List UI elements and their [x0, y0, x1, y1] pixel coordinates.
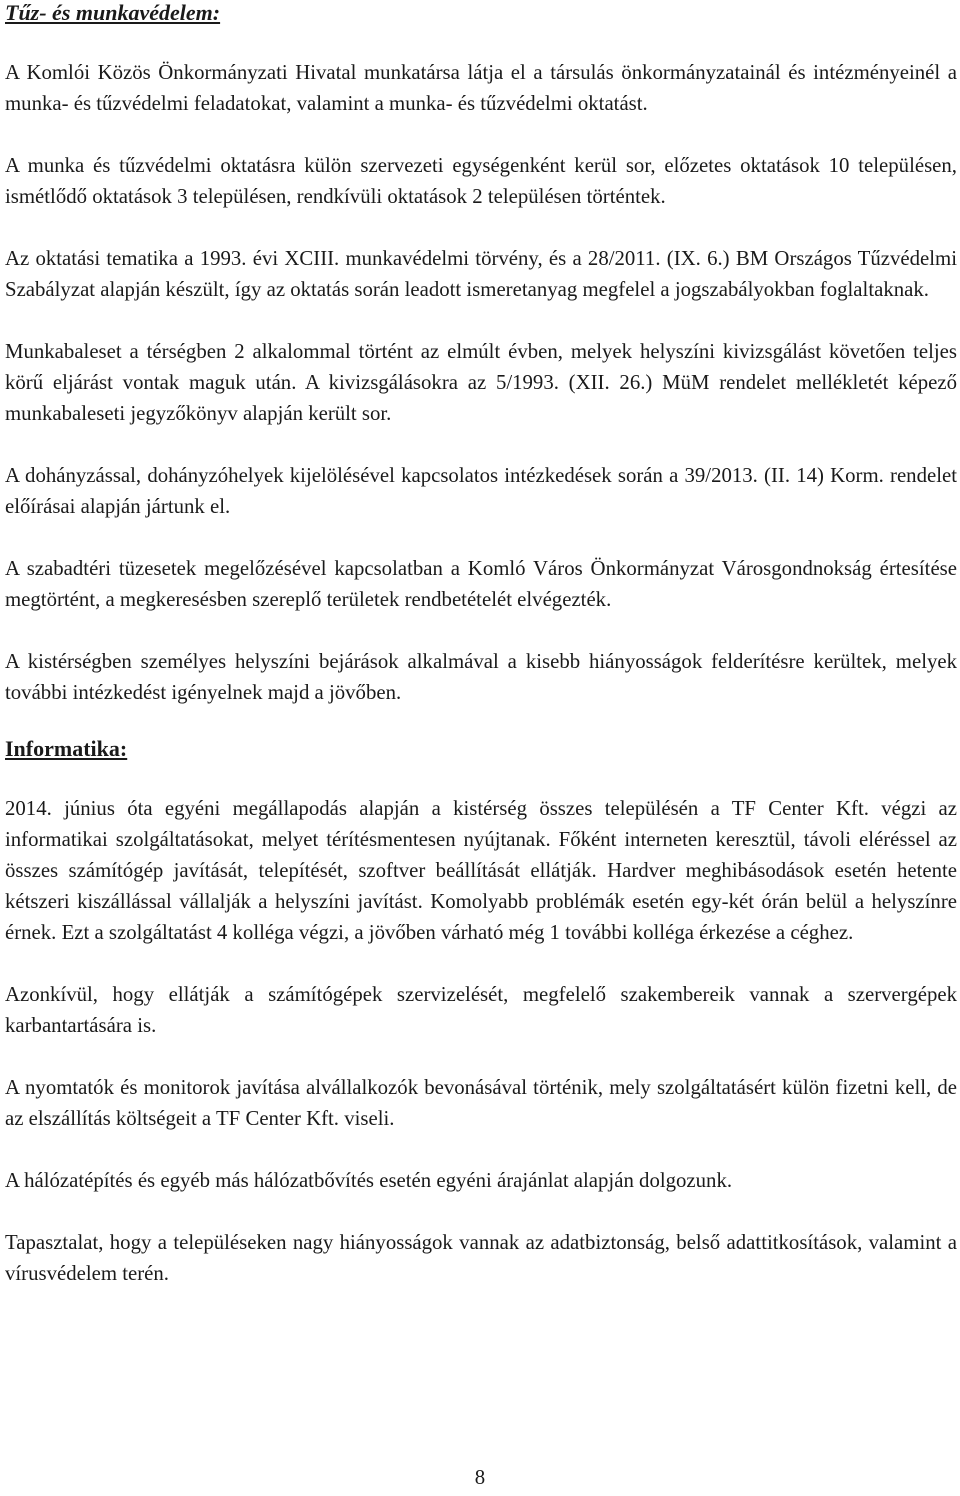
paragraph-it-4: A hálózatépítés és egyéb más hálózatbővítés esetén egyéni árajánlat alapján dolgozunk. [5, 1169, 733, 1192]
paragraph-fire-6: A szabadtéri tüzesetek megelőzésével kapcsolatban a Komló Város Önkormányzat Városgondnokság értesítése megtörtént, a megkeresésben szereplő területek rendbetételét elvégezték. [5, 557, 957, 611]
document-page [5, 0, 957, 1289]
section-heading-it: Informatika: [5, 736, 128, 761]
paragraph-fire-1: A Komlói Közös Önkormányzati Hivatal munkatársa látja el a társulás önkormányzatainál és intézményeinél a munka- és tűzvédelmi feladatokat, valamint a munka- és tűzvédelmi oktatást. [5, 61, 957, 115]
paragraph-fire-2: A munka és tűzvédelmi oktatásra külön szervezeti egységenként kerül sor, előzetes oktatások 10 településen, ismétlődő oktatások 3 településen, rendkívüli oktatások 2 településen történtek. [5, 154, 957, 208]
paragraph-it-5: Tapasztalat, hogy a településeken nagy hiányosságok vannak az adatbiztonság, belső adattitkosítások, valamint a vírusvédelem terén. [5, 1231, 957, 1285]
paragraph-fire-4: Munkabaleset a térségben 2 alkalommal történt az elmúlt évben, melyek helyszíni kivizsgálást követően teljes körű eljárást vontak maguk után. A kivizsgálásokra az 5/1993. (XII. 26.) MüM rendelet mellékletét képező munkabaleseti jegyzőkönyv alapján került sor. [5, 340, 957, 425]
paragraph-it-3: A nyomtatók és monitorok javítása alvállalkozók bevonásával történik, mely szolgáltatásért külön fizetni kell, de az elszállítás költségeit a TF Center Kft. viseli. [5, 1076, 957, 1130]
paragraph-it-1: 2014. június óta egyéni megállapodás alapján a kistérség összes településén a TF Center Kft. végzi az informatikai szolgáltatásokat, melyet térítésmentesen nyújtanak. Főként interneten keresztül, távoli eléréssel az összes számítógép javítását, telepítését, szoftver beállítását ellátják. Hardver meghibásodások esetén hetente kétszeri kiszállással vállalják a helyszíni javítást. Komolyabb problémák esetén egy-két órán belül a helyszínre érnek. Ezt a szolgáltatást 4 kolléga végzi, a jövőben várható még 1 további kolléga érkezése a céghez. [5, 797, 957, 944]
page-number: 8 [474, 1466, 486, 1489]
section-heading-fire-safety: Tűz- és munkavédelem: [5, 0, 221, 25]
paragraph-it-2: Azonkívül, hogy ellátják a számítógépek szervizelését, megfelelő szakembereik vannak a szervergépek karbantartására is. [5, 983, 957, 1037]
paragraph-fire-7: A kistérségben személyes helyszíni bejárások alkalmával a kisebb hiányosságok felderítésre kerültek, melyek további intézkedést igényelnek majd a jövőben. [5, 650, 957, 704]
paragraph-fire-5: A dohányzással, dohányzóhelyek kijelölésével kapcsolatos intézkedések során a 39/2013. (II. 14) Korm. rendelet előírásai alapján jártunk el. [5, 464, 957, 518]
paragraph-fire-3: Az oktatási tematika a 1993. évi XCIII. munkavédelmi törvény, és a 28/2011. (IX. 6.) BM Országos Tűzvédelmi Szabályzat alapján készült, így az oktatás során leadott ismeretanyag megfelel a jogszabályokban foglaltaknak. [5, 247, 957, 301]
